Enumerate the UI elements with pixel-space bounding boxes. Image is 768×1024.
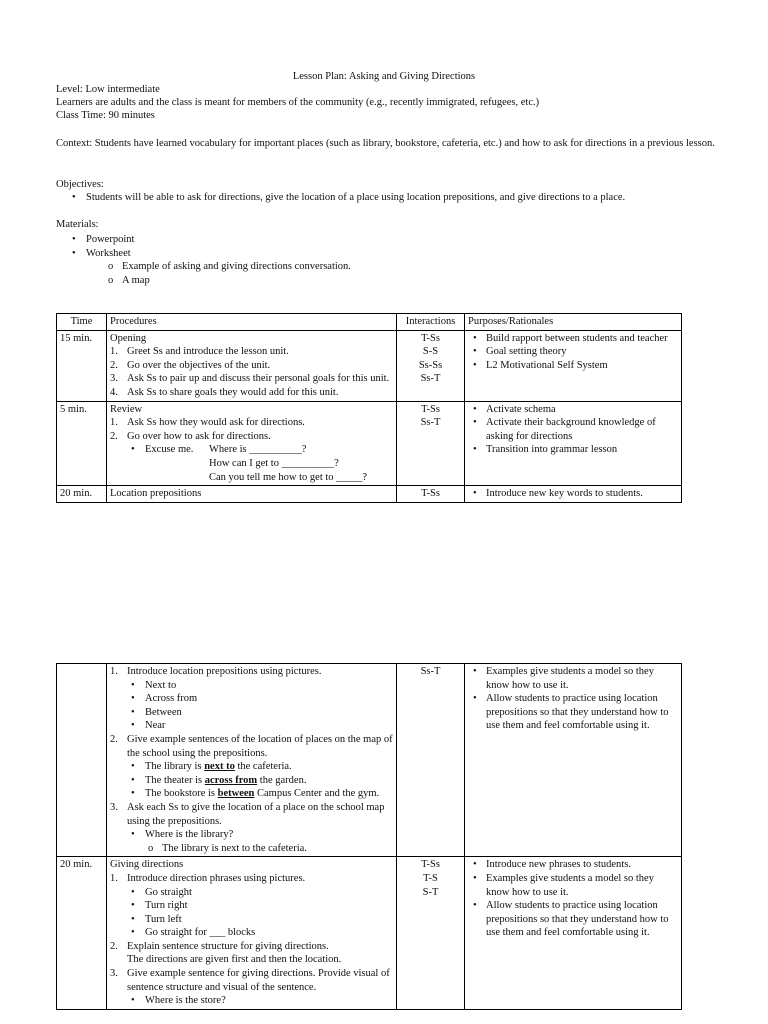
interaction-label: T-Ss [421, 859, 440, 871]
interactions-cell [397, 330, 465, 401]
column-header: Time [57, 314, 107, 331]
procedure-title: Giving directions [110, 859, 184, 871]
interaction-label: T-Ss [421, 403, 440, 415]
materials-label: Materials: [56, 219, 99, 230]
interaction-label: S-T [422, 886, 439, 898]
list-item: • Allow students to practice using location prepositions so that they understand how to use them and feel comfortable using it. [473, 693, 669, 732]
list-item: • Allow students to practice using location prepositions so that they understand how to use them and feel comfortable using it. [473, 900, 669, 939]
list-item: • The library is next to the cafeteria. [131, 761, 292, 773]
list-item: • The theater is across from the garden. [131, 774, 307, 786]
interaction-label: Ss-Ss [418, 359, 443, 371]
direction-phrase-list [110, 886, 393, 940]
material-item: • Worksheet [72, 248, 131, 259]
procedure-steps [110, 940, 393, 994]
time-cell [57, 664, 107, 857]
level-line: Level: Low intermediate [56, 84, 160, 95]
example-sentence-list [110, 760, 393, 801]
list-item: • Introduce new key words to students. [473, 488, 643, 500]
purposes-cell [465, 330, 682, 401]
time-cell: 15 min. [57, 330, 107, 401]
ask-example: How can I get to __________? [209, 457, 339, 469]
objective-item: • Students will be able to ask for directions, give the location of a place using location prepositions, and give directions to a place. [72, 192, 626, 203]
excuse-bullet: • Excuse me. [131, 444, 194, 456]
list-item: • Where is the library? [131, 829, 234, 841]
lesson-table-1 [56, 313, 682, 503]
procedure-steps [110, 665, 393, 679]
list-item: 1. Greet Ss and introduce the lesson unit. [110, 346, 289, 358]
list-item: • Turn left [131, 913, 182, 925]
table-row [57, 486, 682, 503]
material-sub-item: o A map [108, 275, 150, 286]
list-item: 2. Explain sentence structure for giving directions. The directions are given first and then the location. [110, 940, 342, 966]
list-item: 3. Give example sentence for giving directions. Provide visual of sentence structure and visual of the sentence. [110, 968, 390, 993]
list-item: 4. Ask Ss to share goals they would add for this unit. [110, 386, 339, 398]
procedures-cell [107, 664, 397, 857]
procedure-title: Review [110, 403, 143, 415]
time-cell: 5 min. [57, 401, 107, 486]
list-item: 1. Ask Ss how they would ask for directions. [110, 417, 305, 429]
list-item: • Near [131, 720, 166, 732]
answer-list [110, 842, 393, 856]
lesson-table-2 [56, 663, 682, 1010]
interactions-cell [397, 401, 465, 486]
time-cell: 20 min. [57, 857, 107, 1010]
list-item: • Introduce new phrases to students. [473, 859, 631, 871]
table-row [57, 401, 682, 486]
list-item: • Activate their background knowledge of asking for directions [473, 417, 656, 442]
time-cell: 20 min. [57, 486, 107, 503]
material-sub-item: o Example of asking and giving directions conversation. [108, 261, 351, 272]
procedure-title: Opening [110, 332, 147, 344]
interaction-label: Ss-T [420, 373, 441, 385]
page-title: Lesson Plan: Asking and Giving Directions [292, 71, 476, 82]
table-row [57, 664, 682, 857]
objectives-label: Objectives: [56, 179, 104, 190]
list-item: • Examples give students a model so they know how to use it. [473, 872, 654, 898]
list-item: • Transition into grammar lesson [473, 444, 618, 456]
list-item: 1. Introduce direction phrases using pictures. [110, 872, 306, 884]
list-item: 2. Go over how to ask for directions. [110, 430, 271, 442]
list-item: • Build rapport between students and teacher [473, 332, 668, 344]
interactions-cell: Ss-T [397, 664, 465, 857]
table-header-row [57, 314, 682, 331]
material-item: • Powerpoint [72, 234, 135, 245]
context-paragraph: Context: Students have learned vocabulary for important places (such as library, bookstore, cafeteria, etc.) and how to ask for directions in a previous lesson. [56, 138, 715, 149]
list-item: • Go straight for ___ blocks [131, 927, 256, 939]
interaction-label: T-Ss [421, 332, 440, 344]
list-item: • Next to [131, 679, 177, 691]
ask-directions-examples [110, 443, 393, 484]
list-item: 2. Go over the objectives of the unit. [110, 359, 271, 371]
list-item: 2. Give example sentences of the location of places on the map of the school using the prepositions. [110, 733, 393, 759]
column-header: Interactions [397, 314, 465, 331]
question-list [110, 994, 393, 1008]
list-item: 3. Ask each Ss to give the location of a place on the school map using the prepositions. [110, 801, 385, 827]
column-header: Procedures [107, 314, 397, 331]
purposes-cell [465, 486, 682, 503]
preposition-list [110, 679, 393, 733]
list-item: 1. Introduce location prepositions using pictures. [110, 666, 322, 677]
table-row [57, 857, 682, 1010]
procedure-steps [110, 345, 393, 399]
purposes-cell [465, 401, 682, 486]
procedure-steps [110, 416, 393, 443]
table-row [57, 330, 682, 401]
procedures-cell [107, 857, 397, 1010]
procedure-steps [110, 872, 393, 886]
list-item: • Where is the store? [131, 995, 226, 1007]
list-item: • Goal setting theory [473, 346, 567, 358]
list-item: 3. Ask Ss to pair up and discuss their personal goals for this unit. [110, 373, 390, 385]
list-item: • Between [131, 706, 182, 718]
list-item: • Examples give students a model so they know how to use it. [473, 666, 654, 691]
purposes-cell [465, 857, 682, 1010]
interaction-label: S-S [422, 346, 439, 358]
interactions-cell: T-Ss [397, 486, 465, 503]
procedures-cell: Location prepositions [107, 486, 397, 503]
interaction-label: T-S [423, 872, 438, 884]
list-item: • The bookstore is between Campus Center and the gym. [131, 788, 380, 800]
list-item: • Go straight [131, 886, 192, 898]
ask-example: Where is __________? [209, 444, 307, 456]
list-item: o The library is next to the cafeteria. [148, 842, 307, 854]
purposes-cell [465, 664, 682, 857]
ask-example: Can you tell me how to get to _____? [209, 471, 368, 483]
procedures-cell [107, 401, 397, 486]
interaction-label: Ss-T [420, 417, 441, 429]
procedure-steps [110, 801, 393, 828]
procedure-steps [110, 733, 393, 760]
procedures-cell [107, 330, 397, 401]
interactions-cell [397, 857, 465, 1010]
column-header: Purposes/Rationales [465, 314, 682, 331]
list-item: • Activate schema [473, 403, 556, 415]
list-item: • Across from [131, 693, 198, 705]
learners-line: Learners are adults and the class is meant for members of the community (e.g., recently immigrated, refugees, etc.) [56, 97, 540, 108]
class-time-line: Class Time: 90 minutes [56, 110, 155, 121]
list-item: • L2 Motivational Self System [473, 359, 608, 371]
list-item: • Turn right [131, 900, 188, 912]
question-list [110, 828, 393, 842]
